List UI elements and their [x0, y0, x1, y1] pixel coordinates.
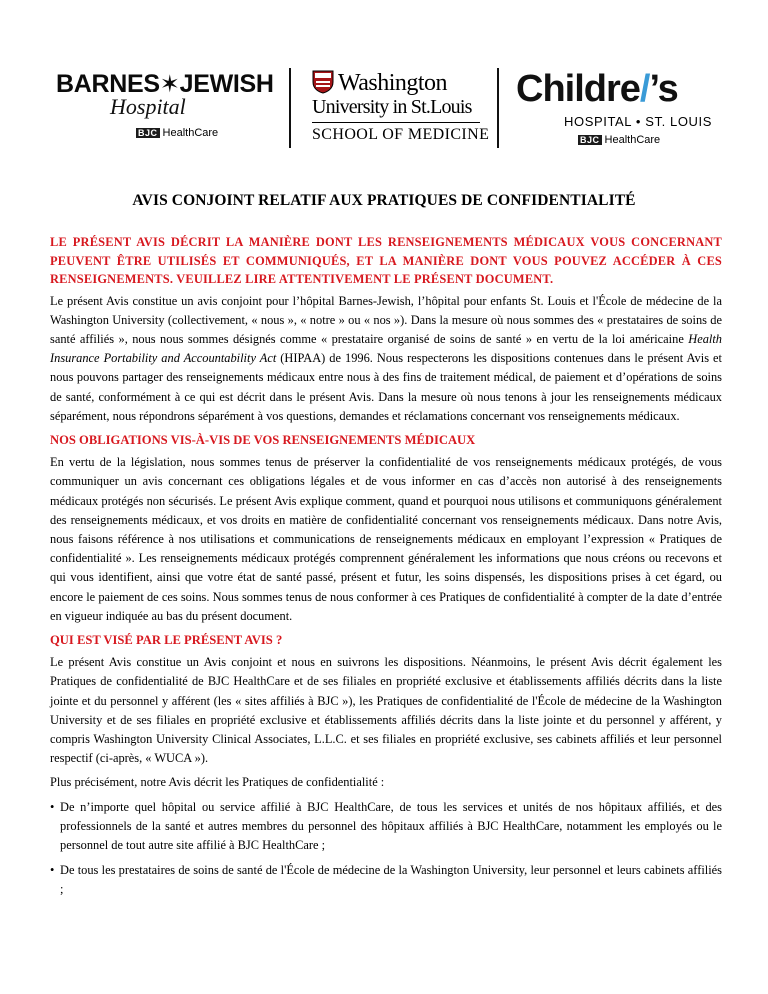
- paragraph-obligations: En vertu de la législation, nous sommes tenus de préserver la confidentialité de vos renseignements médicaux protégés, de vous communiquer un avis concernant ces obligations légales et de vous informer en cas d’accès non autorisé à des renseignements médicaux protégés non sécurisés. Le présent Avis explique comment, quand et pourquoi nous utilisons et communiquons généralement des renseignements médicaux, et vos droits en matière de confidentialité concernant vos renseignements médicaux. Dans notre Avis, nous faisons référence à nos utilisations et communications de renseignements médicaux en employant l’expression « Pratiques de confidentialité ». Les renseignements médicaux protégés comprennent généralement les informations que nous créons ou recevons et qui vous identifient, ainsi que votre état de santé passé, présent et futur, les soins dispensés, les dispositions prises à cet égard, ou encore le paiement de ces soins. Nous sommes tenus de nous conformer à ces Pratiques de confidentialité à compter de la date d’entrée en vigueur indiquée au bas du présent document.: [50, 455, 722, 623]
- childrens-name: [516, 68, 678, 111]
- shield-icon: [312, 70, 334, 94]
- bullet-icon: •: [50, 863, 55, 878]
- list-item-text: De tous les prestataires de soins de santé de l'École de médecine de la Washington University, leur personnel et leurs cabinets affiliés ;: [60, 863, 722, 897]
- document-body: [50, 233, 722, 906]
- list-item: [50, 798, 722, 856]
- paragraph-precisely: Plus précisément, notre Avis décrit les Pratiques de confidentialité :: [50, 775, 385, 790]
- list-item-text: De n’importe quel hôpital ou service affilié à BJC HealthCare, de tous les services et unités de nos hôpitaux affiliés, et des professionnels de la santé et autres membres du personnel des hôpitaux affiliés à BJC HealthCare, notamment les employés ou le personnel de tout autre site affilié à BJC HealthCare ;: [60, 799, 722, 852]
- paragraph-who: Le présent Avis constitue un Avis conjoint et nous en suivrons les dispositions. Néanmoins, le présent Avis décrit également les Pratiques de confidentialité de BJC HealthCare et de ses filiales en propriété exclusive et établissements affiliés décrits dans la liste jointe et du personnel y afférent (les « sites affiliés à BJC »), les Pratiques de confidentialité de l'École de médecine de la Washington University et de ses filiales en propriété exclusive et établissements affiliés décrits dans la liste jointe et du personnel y afférent, y compris Washington University Clinical Associates, L.L.C. et ses filiales en propriété exclusive, ses cabinets affiliés et leur personnel respectif (ci-après, « WUCA »).: [50, 655, 722, 766]
- childrens-name-a: Childre: [516, 68, 640, 110]
- childrens-hospital-logo: [516, 68, 721, 158]
- washington-university-logo: [312, 70, 492, 150]
- childrens-healthcare: [578, 134, 660, 146]
- p1-text-b: (HIPAA) de 1996. Nous respecterons les dispositions contenues dans le présent Avis et nous pouvons partager des renseignements médicaux entre nous à des fins de traitement médical, de paiement et d’opérations de soins de santé, conformément à ce qui est décrit dans le présent Avis. Dans la mesure où nous tenons à jour les renseignements médicaux séparément, nous répondrons séparément à vos questions, demandes et réclamations concernant vos renseignements médicaux.: [50, 351, 722, 423]
- wu-school: SCHOOL OF MEDICINE: [312, 126, 490, 143]
- childrens-tag: HOSPITAL • ST. LOUIS: [564, 114, 713, 129]
- logo-divider: [497, 68, 499, 148]
- bjc-badge: BJC: [580, 135, 600, 145]
- list-item: [50, 861, 722, 899]
- wu-university: University in St.Louis: [312, 96, 472, 118]
- figure-icon: /: [639, 68, 650, 110]
- logo-divider: [289, 68, 291, 148]
- p1-law-name: Health Insurance Portability and Accountability Act: [50, 331, 722, 366]
- heading-obligations: NOS OBLIGATIONS VIS-À-VIS DE VOS RENSEIGNEMENTS MÉDICAUX: [50, 432, 476, 447]
- wu-name: Washington: [338, 70, 448, 96]
- bjh-hospital: Hospital: [110, 94, 186, 119]
- wu-rule: [312, 122, 480, 123]
- paragraph-joint-notice: [50, 292, 722, 426]
- document-title: AVIS CONJOINT RELATIF AUX PRATIQUES DE CONFIDENTIALITÉ: [132, 192, 636, 209]
- childrens-name-b: ’s: [649, 68, 678, 110]
- heading-who: QUI EST VISÉ PAR LE PRÉSENT AVIS ?: [50, 632, 283, 647]
- bjh-healthcare: [136, 127, 218, 139]
- p1-text-a: Le présent Avis constitue un avis conjoint pour l’hôpital Barnes-Jewish, l’hôpital pour enfants St. Louis et l'École de médecine de la Washington University (collectivement, « nous », « notre » ou « nos »). Dans la mesure où nous sommes des « prestataires de soins de santé affiliés », nous nous sommes désignés comme « prestataire organisé de soins de santé » en vertu de la loi américaine: [50, 293, 722, 346]
- bjh-name-2: JEWISH: [179, 70, 274, 98]
- intro-notice: LE PRÉSENT AVIS DÉCRIT LA MANIÈRE DONT LES RENSEIGNEMENTS MÉDICAUX VOUS CONCERNANT PEUVENT ÊTRE UTILISÉS ET COMMUNIQUÉS, ET LA MANIÈRE DONT VOUS POUVEZ ACCÉDER À CES RENSEIGNEMENTS. VEUILLEZ LIRE ATTENTIVEMENT LE PRÉSENT DOCUMENT.: [50, 235, 722, 286]
- bjc-badge: BJC: [138, 128, 158, 138]
- barnes-jewish-logo: BARNES✶JEWISH Hospital BJC HealthCare: [56, 70, 274, 139]
- bullet-icon: •: [50, 799, 55, 814]
- bjh-name-1: BARNES: [56, 70, 160, 98]
- header-logos: [50, 60, 720, 160]
- bjh-healthcare-text: HealthCare: [162, 127, 219, 139]
- childrens-healthcare-text: HealthCare: [604, 134, 661, 146]
